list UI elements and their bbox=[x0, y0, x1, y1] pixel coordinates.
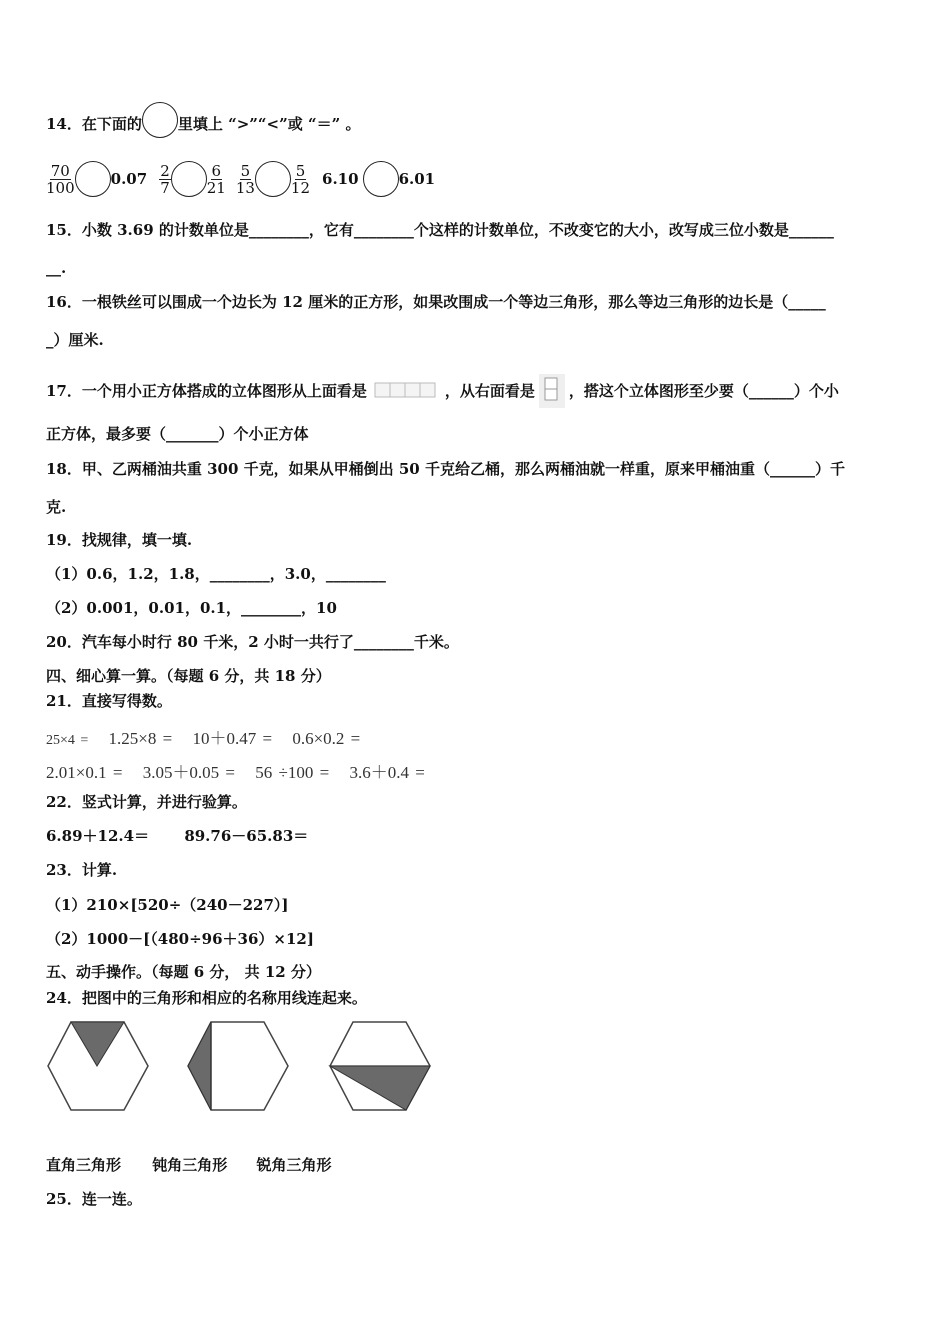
q21-row2 bbox=[46, 758, 439, 783]
q14-items bbox=[46, 160, 435, 198]
answer-circle[interactable] bbox=[255, 161, 291, 197]
q18-line1: 18．甲、乙两桶油共重 300 千克，如果从甲桶倒出 50 千克给乙桶，那么两桶油就一样重，原来甲桶油重（______）千 bbox=[46, 460, 845, 478]
hexagon-figure-2 bbox=[186, 1020, 291, 1112]
q14-text-a: 14．在下面的 bbox=[46, 115, 142, 133]
label-right-triangle[interactable]: 直角三角形 bbox=[46, 1156, 122, 1174]
q14-item4-right: 6.01 bbox=[398, 170, 436, 188]
q17-line1 bbox=[46, 374, 839, 408]
q17-line2: 正方体，最多要（_______）个小正方体 bbox=[46, 425, 309, 443]
q19-line1: （1）0.6，1.2，1.8，________，3.0，________ bbox=[46, 565, 386, 583]
calc-item: 3.6＋0.4 = bbox=[349, 763, 425, 782]
q25-title: 25．连一连。 bbox=[46, 1190, 142, 1208]
q24-title: 24．把图中的三角形和相应的名称用线连起来。 bbox=[46, 989, 367, 1007]
label-obtuse-triangle[interactable]: 钝角三角形 bbox=[152, 1156, 228, 1174]
q15-line2: __. bbox=[46, 259, 67, 277]
calc-item: 3.05＋0.05 = bbox=[142, 763, 236, 782]
q19-line2: （2）0.001，0.01，0.1，________，10 bbox=[46, 599, 337, 617]
calc-item: 2.01×0.1 = bbox=[46, 763, 123, 782]
section5-heading: 五、动手操作。（每题 6 分， 共 12 分） bbox=[46, 963, 321, 981]
hexagon-figure-1 bbox=[46, 1020, 151, 1112]
fraction-5-12: $\frac{5}{12}$ bbox=[290, 161, 311, 197]
calc-item: 10＋0.47 = bbox=[192, 729, 273, 748]
q14-text-b: 里填上 “>”“<”或 “＝” 。 bbox=[177, 115, 361, 133]
label-acute-triangle[interactable]: 锐角三角形 bbox=[256, 1156, 332, 1174]
q19-title: 19．找规律，填一填. bbox=[46, 531, 193, 549]
q15-line1: 15．小数 3.69 的计数单位是________，它有________个这样的计数单位，不改变它的大小，改写成三位小数是______ bbox=[46, 221, 834, 239]
calc-item: 0.6×0.2 = bbox=[292, 729, 361, 748]
q16-line1: 16．一根铁丝可以围成一个边长为 12 厘米的正方形，如果改围成一个等边三角形，那么等边三角形的边长是（_____ bbox=[46, 293, 826, 311]
q23-line1: （1）210×[520÷（240－227）] bbox=[46, 896, 289, 914]
q21-row1 bbox=[46, 724, 374, 749]
calc-item: 1.25×8 = bbox=[108, 729, 173, 748]
triangle-shaded bbox=[188, 1022, 211, 1110]
q23-title: 23．计算. bbox=[46, 861, 118, 879]
calc-item: 25×4 = bbox=[46, 733, 89, 748]
q18-line2: 克. bbox=[46, 498, 67, 516]
q20-line: 20．汽车每小时行 80 千米，2 小时一共行了________千米。 bbox=[46, 633, 459, 651]
q24-labels bbox=[46, 1155, 332, 1175]
q16-line2: _）厘米. bbox=[46, 331, 104, 349]
q22-expr1: 6.89＋12.4＝ bbox=[46, 827, 150, 845]
q17-part-b: ，从右面看是 bbox=[444, 382, 535, 400]
hexagon-figure-3 bbox=[328, 1020, 433, 1112]
calc-item: 56 ÷100 = bbox=[255, 763, 330, 782]
fraction-70-100: $\frac{70}{100}$ bbox=[46, 161, 75, 197]
answer-circle[interactable] bbox=[171, 161, 207, 197]
answer-circle[interactable] bbox=[363, 161, 399, 197]
q14-item1-right: 0.07 bbox=[110, 170, 148, 188]
q22-title: 22．竖式计算，并进行验算。 bbox=[46, 793, 247, 811]
fraction-5-13: $\frac{5}{13}$ bbox=[235, 161, 255, 197]
section4-heading: 四、细心算一算。（每题 6 分，共 18 分） bbox=[46, 667, 331, 685]
q14-line bbox=[46, 112, 360, 138]
q17-part-c: ，搭这个立体图形至少要（______）个小 bbox=[568, 382, 839, 400]
q17-part-a: 17．一个用小正方体搭成的立体图形从上面看是 bbox=[46, 382, 367, 400]
q22-expr2: 89.76－65.83＝ bbox=[184, 827, 309, 845]
q22-exprs bbox=[46, 826, 308, 846]
top-view-icon bbox=[373, 380, 439, 402]
fraction-6-21: $\frac{6}{21}$ bbox=[206, 161, 226, 197]
q23-line2: （2）1000－[（480÷96＋36）×12] bbox=[46, 930, 314, 948]
q14-item4-left: 6.10 bbox=[322, 170, 359, 188]
right-view-icon bbox=[539, 374, 565, 408]
answer-circle[interactable] bbox=[75, 161, 111, 197]
answer-circle[interactable] bbox=[142, 102, 178, 138]
fraction-2-7: $\frac{2}{7}$ bbox=[160, 161, 170, 197]
q21-title: 21．直接写得数。 bbox=[46, 692, 172, 710]
